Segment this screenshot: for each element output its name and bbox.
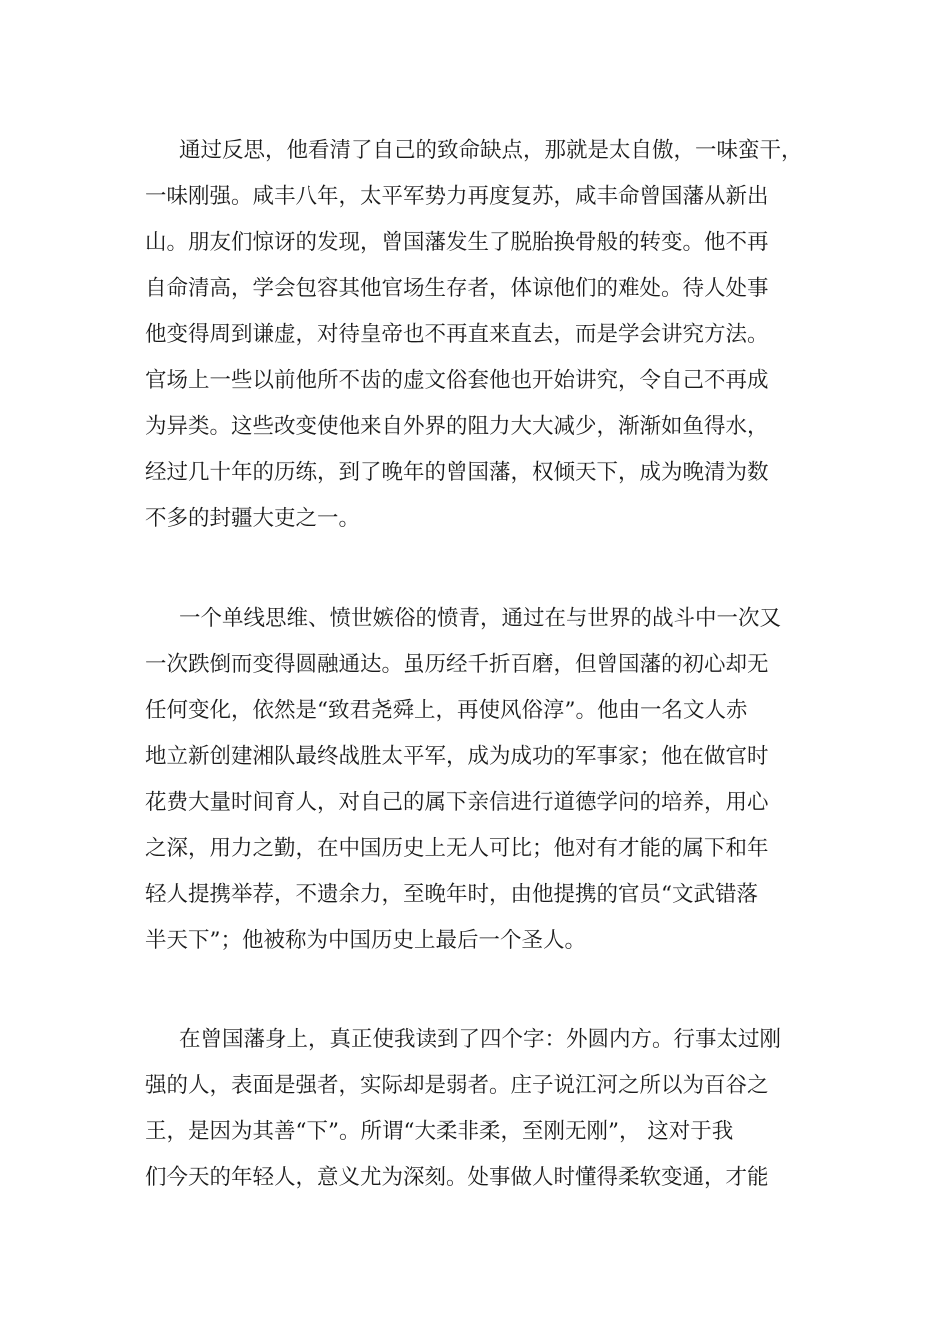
paragraph-line: 自命清高，学会包容其他官场生存者，体谅他们的难处。待人处事	[145, 276, 769, 301]
paragraph-3	[145, 1017, 815, 1201]
paragraph-line: 王，是因为其善“下”。所谓“大柔非柔，至刚无刚”， 这对于我	[145, 1119, 734, 1144]
paragraph-line: 不多的封疆大吏之一。	[145, 506, 361, 531]
paragraph-line: 轻人提携举荐，不遗余力，至晚年时，由他提携的官员“文武错落	[145, 882, 758, 907]
paragraph-line: 一个单线思维、愤世嫉俗的愤青，通过在与世界的战斗中一次又	[179, 606, 782, 631]
paragraph-line: 官场上一些以前他所不齿的虚文俗套他也开始讲究，令自己不再成	[145, 368, 769, 393]
paragraph-line: 花费大量时间育人，对自己的属下亲信进行道德学问的培养，用心	[145, 790, 769, 815]
paragraph-line: 在曾国藩身上，真正使我读到了四个字：外圆内方。行事太过刚	[179, 1027, 782, 1052]
paragraph-line: 一次跌倒而变得圆融通达。虽历经千折百磨，但曾国藩的初心却无	[145, 652, 769, 677]
paragraph-line: 山。朋友们惊讶的发现，曾国藩发生了脱胎换骨般的转变。他不再	[145, 230, 769, 255]
paragraph-line: 为异类。这些改变使他来自外界的阻力大大减少，渐渐如鱼得水，	[145, 414, 769, 439]
paragraph-line: 他变得周到谦虚，对待皇帝也不再直来直去，而是学会讲究方法。	[145, 322, 769, 347]
paragraph-line: 们今天的年轻人，意义尤为深刻。处事做人时懂得柔软变通，才能	[145, 1165, 769, 1190]
paragraph-line: 一味刚强。咸丰八年，太平军势力再度复苏，咸丰命曾国藩从新出	[145, 184, 769, 209]
paragraph-line: 通过反思，他看清了自己的致命缺点，那就是太自傲，一味蛮干，	[179, 138, 803, 163]
paragraph-line: 半天下”；他被称为中国历史上最后一个圣人。	[145, 928, 586, 953]
paragraph-line: 经过几十年的历练，到了晚年的曾国藩，权倾天下，成为晚清为数	[145, 460, 769, 485]
paragraph-line: 任何变化，依然是“致君尧舜上，再使风俗淳”。他由一名文人赤	[145, 698, 748, 723]
paragraph-line: 之深，用力之勤，在中国历史上无人可比；他对有才能的属下和年	[145, 836, 769, 861]
paragraph-line: 强的人，表面是强者，实际却是弱者。庄子说江河之所以为百谷之	[145, 1073, 769, 1098]
paragraph-2	[145, 596, 815, 964]
paragraph-line: 地立新创建湘队最终战胜太平军，成为成功的军事家；他在做官时	[145, 744, 769, 769]
paragraph-1	[145, 128, 815, 542]
